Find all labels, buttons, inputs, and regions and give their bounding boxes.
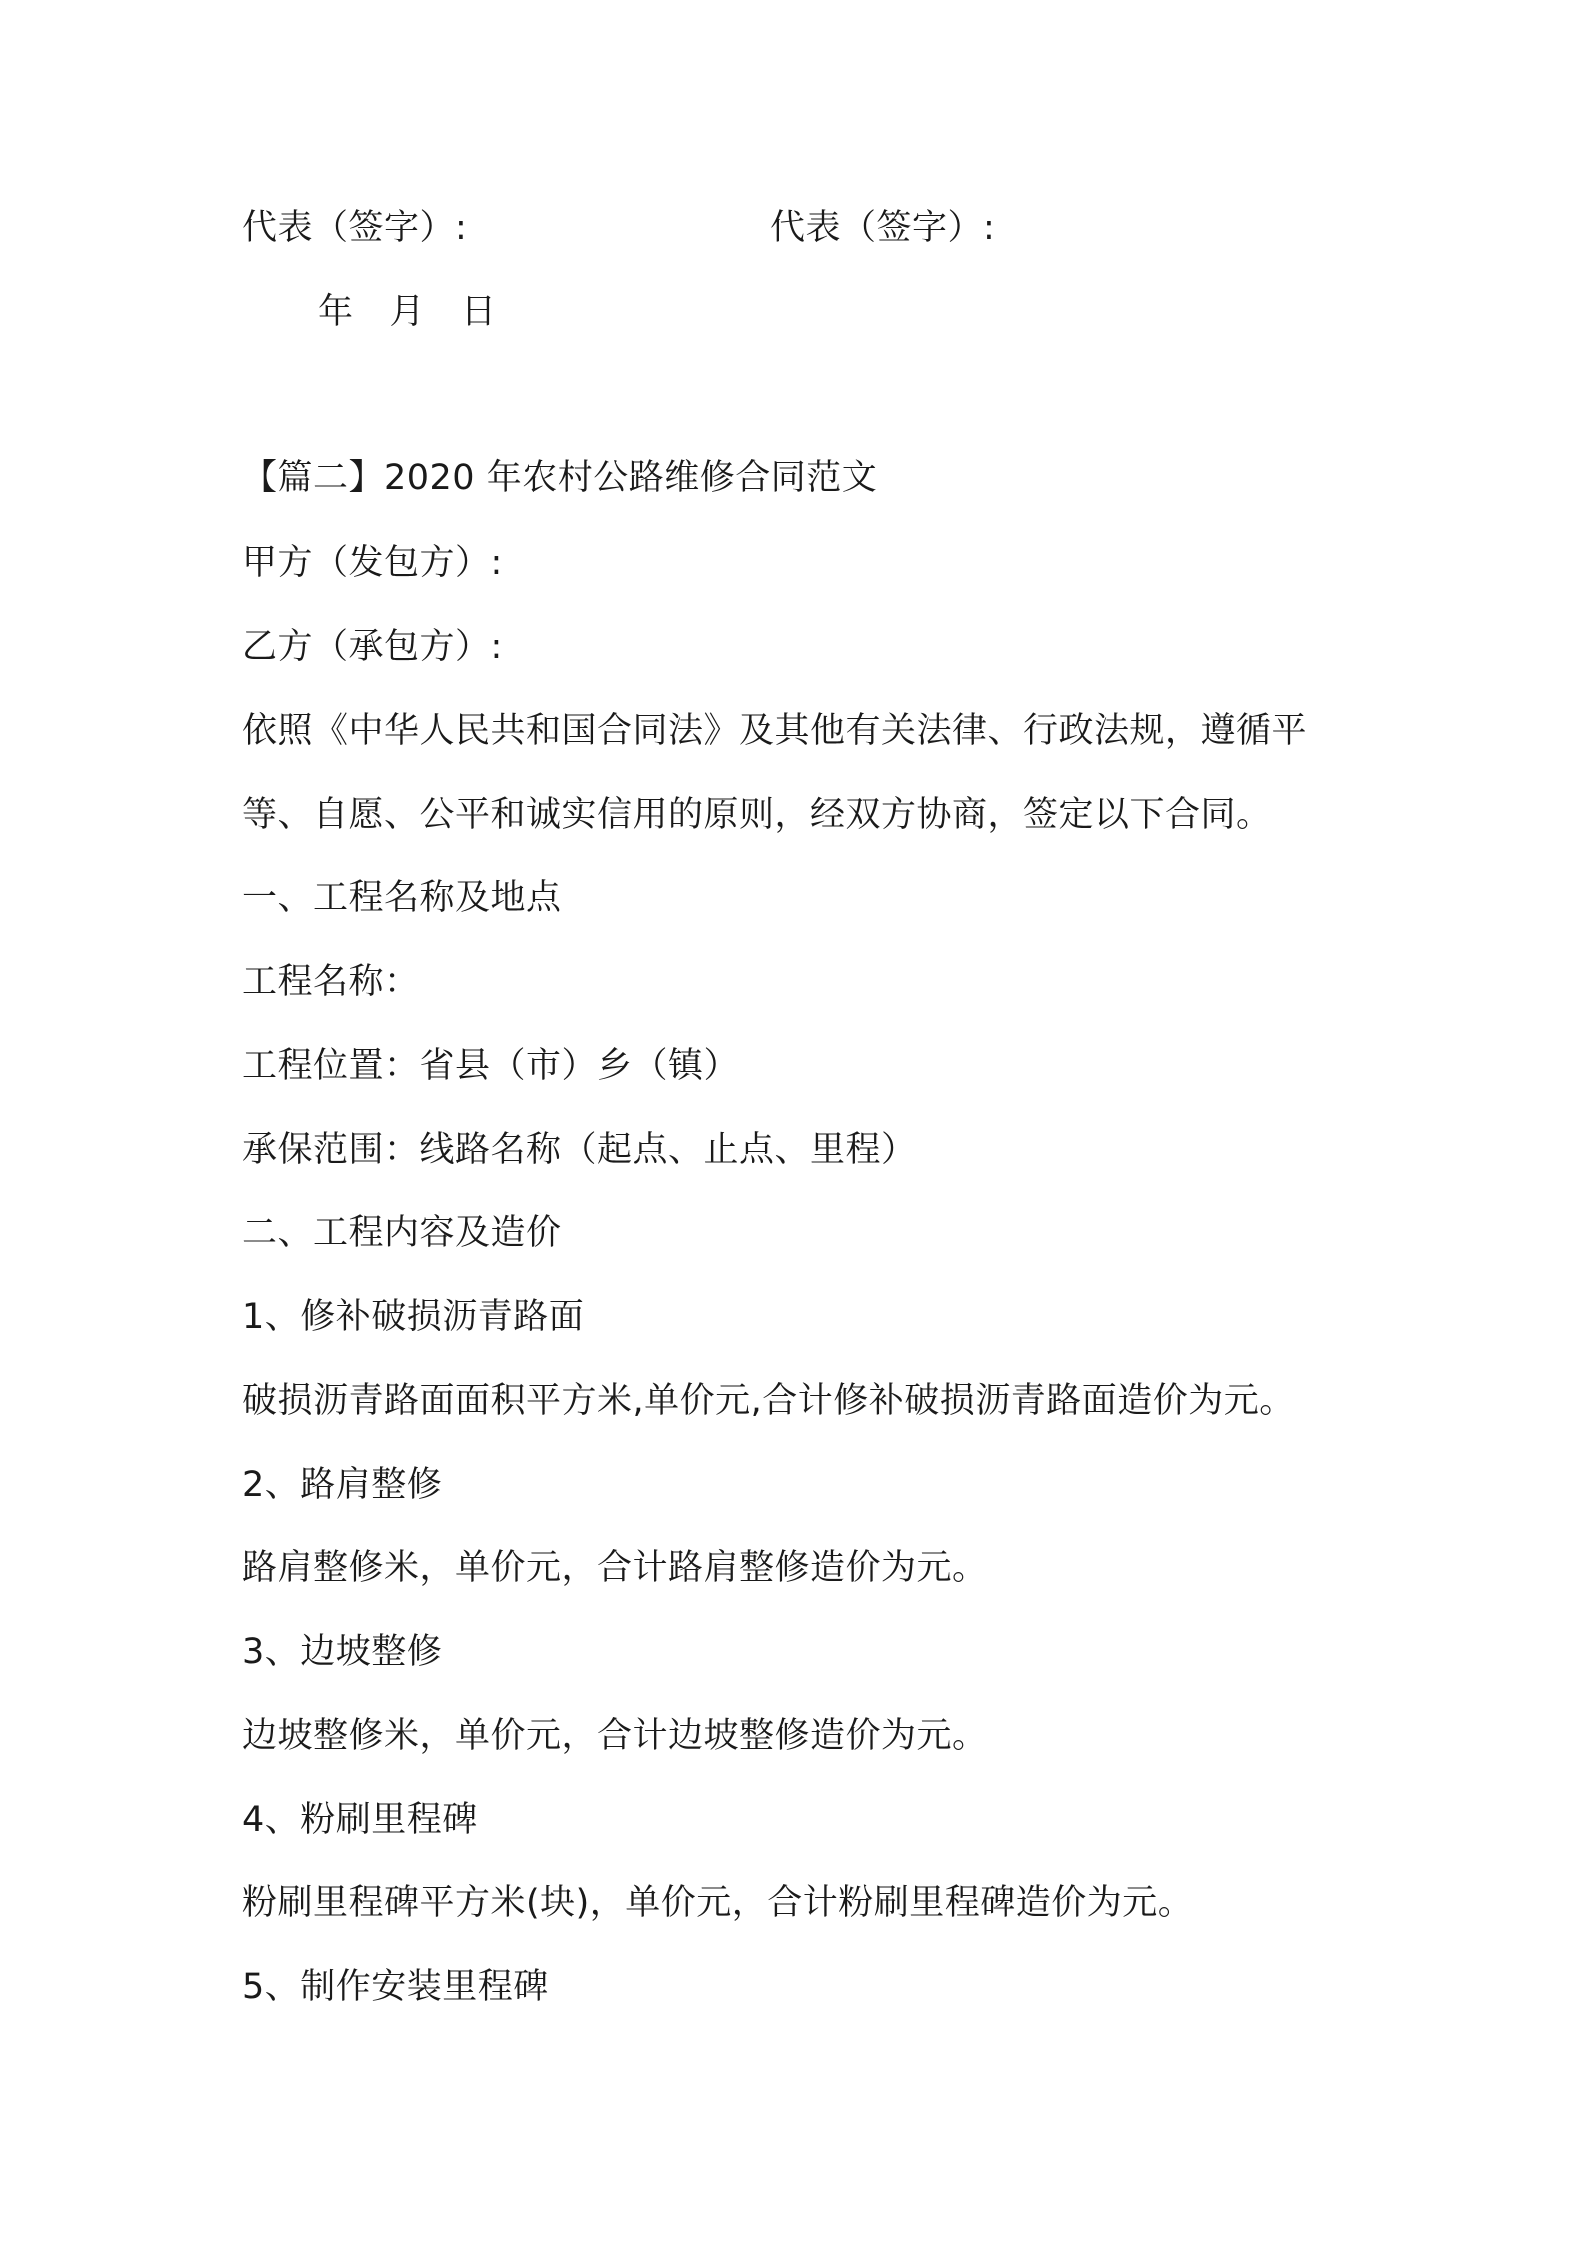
signature-right-label: 代表（签字）: xyxy=(770,208,996,248)
date-day: 日 xyxy=(461,292,497,332)
signature-left-label: 代表（签字）: xyxy=(242,208,468,248)
section-title: 【篇二】2020 年农村公路维修合同范文 xyxy=(242,458,878,498)
item-2-detail: 路肩整修米，单价元，合计路肩整修造价为元。 xyxy=(242,1548,988,1588)
item-3-detail: 边坡整修米，单价元，合计边坡整修造价为元。 xyxy=(242,1716,988,1756)
date-month: 月 xyxy=(389,292,426,332)
party-b-line: 乙方（承包方）: xyxy=(242,627,503,667)
item-5-title: 5、制作安装里程碑 xyxy=(242,1967,549,2007)
item-4-detail: 粉刷里程碑平方米(块)，单价元，合计粉刷里程碑造价为元。 xyxy=(242,1883,1194,1923)
item-4-title: 4、粉刷里程碑 xyxy=(242,1800,478,1840)
clause-1-heading: 一、工程名称及地点 xyxy=(242,878,562,918)
item-1-detail: 破损沥青路面面积平方米,单价元,合计修补破损沥青路面造价为元。 xyxy=(242,1381,1295,1421)
item-3-title: 3、边坡整修 xyxy=(242,1632,443,1672)
clause-2-heading: 二、工程内容及造价 xyxy=(242,1213,562,1253)
item-2-title: 2、路肩整修 xyxy=(242,1465,443,1505)
date-line xyxy=(318,290,533,334)
item-1-title: 1、修补破损沥青路面 xyxy=(242,1297,585,1337)
intro-line-1: 依照《中华人民共和国合同法》及其他有关法律、行政法规，遵循平 xyxy=(242,711,1308,751)
project-location-line: 工程位置：省县（市）乡（镇） xyxy=(242,1046,740,1086)
party-a-line: 甲方（发包方）: xyxy=(242,543,503,583)
contract-scope-line: 承保范围：线路名称（起点、止点、里程） xyxy=(242,1130,917,1170)
date-year: 年 xyxy=(318,292,354,332)
intro-line-2: 等、自愿、公平和诚实信用的原则，经双方协商，签定以下合同。 xyxy=(242,795,1272,835)
project-name-line: 工程名称： xyxy=(242,962,420,1002)
